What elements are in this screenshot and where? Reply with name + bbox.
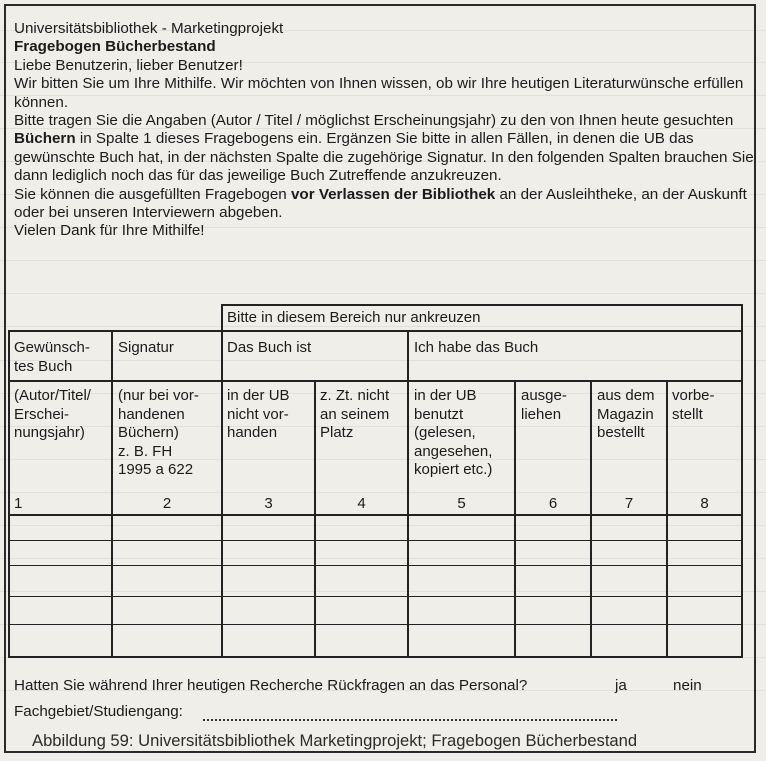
group-das-buch-ist: Das Buch ist	[227, 339, 312, 356]
col3-desc: in der UB nicht vor- handen	[227, 387, 290, 441]
questionnaire-title: Fragebogen Bücherbestand	[14, 38, 216, 56]
paragraph-1: Wir bitten Sie um Ihre Mithilfe. Wir möchten von Ihnen wissen, ob wir Ihre heutigen Literaturwünsche erfüllen können.	[14, 75, 744, 111]
intro-text	[14, 20, 754, 241]
group-ich-habe-das-buch: Ich habe das Buch	[414, 339, 539, 356]
figure-caption: Abbildung 59: Universitätsbibliothek Marketingprojekt; Fragebogen Bücherbestand	[32, 731, 638, 750]
paragraph-3: Sie können die ausgefüllten Fragebogen vor Verlassen der Bibliothek an der Ausleihtheke, an der Auskunft oder bei unseren Interviewern abgeben.	[14, 185, 747, 222]
thanks: Vielen Dank für Ihre Mithilfe!	[14, 222, 205, 240]
col3-number: 3	[264, 495, 273, 512]
col6-number: 6	[548, 495, 558, 512]
col1-number: 1	[14, 495, 23, 512]
col1-title: Gewünsch- tes Buch	[14, 339, 90, 375]
greeting: Liebe Benutzerin, lieber Benutzer!	[14, 56, 243, 74]
span-header: Bitte in diesem Bereich nur ankreuzen	[227, 309, 481, 326]
col2-title: Signatur	[118, 339, 174, 356]
col5-number: 5	[457, 495, 466, 512]
col5-desc: in der UB benutzt (gelesen, angesehen, kopiert etc.)	[414, 387, 493, 478]
answer-yes[interactable]: ja	[615, 677, 627, 694]
col8-desc: vorbe- stellt	[672, 387, 715, 423]
col6-desc: ausge- liehen	[521, 387, 567, 423]
field-of-study-label: Fachgebiet/Studiengang:	[14, 703, 183, 720]
col2-number: 2	[162, 495, 172, 512]
col8-number: 8	[700, 495, 709, 512]
staff-question: Hatten Sie während Ihrer heutigen Recherche Rückfragen an das Personal?	[14, 677, 528, 694]
field-of-study-input[interactable]	[203, 705, 617, 721]
col7-desc: aus dem Magazin bestellt	[597, 387, 655, 441]
col4-desc: z. Zt. nicht an seinem Platz	[320, 387, 390, 441]
project-line: Universitätsbibliothek - Marketingprojekt	[14, 20, 284, 37]
col4-number: 4	[357, 495, 366, 512]
col7-number: 7	[624, 495, 634, 512]
col2-desc: (nur bei vor- handenen Büchern) z. B. FH 1995 a 622	[118, 387, 199, 478]
col1-desc: (Autor/Titel/ Erschei- nungsjahr)	[14, 387, 91, 441]
paragraph-2: Bitte tragen Sie die Angaben (Autor / Titel / möglichst Erscheinungsjahr) zu den von Ihnen heute gesuchten Büchern in Spalte 1 dieses Fragebogens ein. Ergänzen Sie bitte in allen Fällen, in denen die UB das gewünschte Buch hat, in der nächsten Spalte die zugehörige Signatur. In den folgenden Spalten brauchen Sie dann lediglich noch das für das jeweilige Buch Zutreffende anzukreuzen.	[14, 112, 754, 185]
answer-no[interactable]: nein	[673, 677, 702, 694]
